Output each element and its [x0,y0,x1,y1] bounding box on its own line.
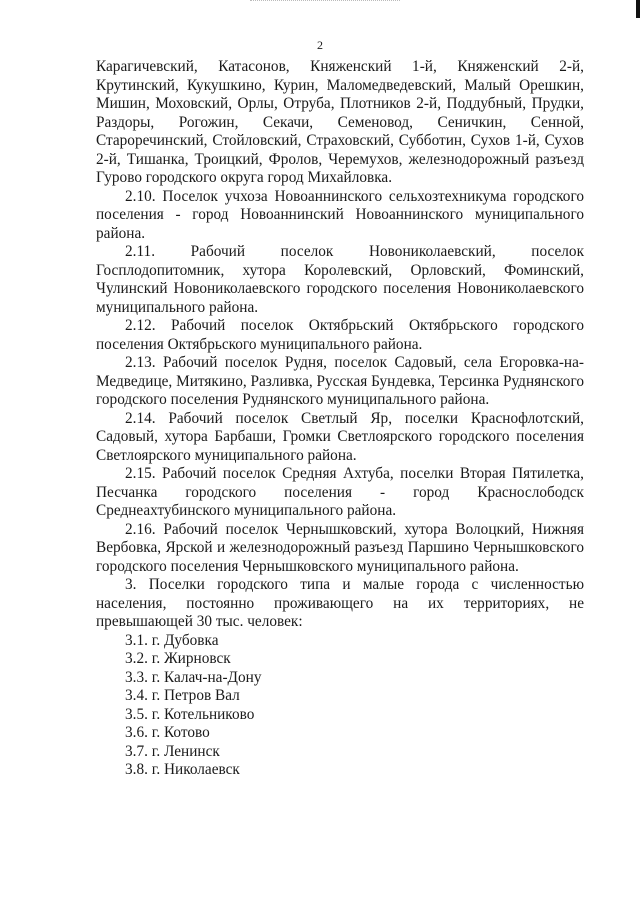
page-number: 2 [317,38,323,52]
list-item: 3.7. г. Ленинск [125,742,220,760]
list-item: 3.4. г. Петров Вал [125,687,240,704]
scan-artifact [250,0,400,4]
paragraph-2-10: 2.10. Поселок учхоза Новоаннинского сельхозтехникума городского поселения - город Новоаннинский Новоаннинского муниципального района. [96,187,584,242]
list-item: 3.2. г. Жирновск [125,650,231,667]
paragraph-2-11: 2.11. Рабочий поселок Новониколаевский, поселок Госплодопитомник, хутора Королевский, Орловский, Фоминский, Чулинский Новониколаевского городского поселения Новониколаевского муниципального района. [96,243,584,316]
scan-edge-mark [636,0,640,18]
list-item: 3.1. г. Дубовка [125,631,219,649]
towns-list [96,632,584,780]
paragraph-2-13: 2.13. Рабочий поселок Рудня, поселок Садовый, села Егоровка-на-Медведице, Митякино, Разливка, Русская Бундевка, Терсинка Руднянского городского поселения Руднянского муниципального района. [96,354,584,408]
paragraph-2-12: 2.12. Рабочий поселок Октябрьский Октябрьского городского поселения Октябрьского муниципального района. [96,317,584,353]
list-item: 3.8. г. Николаевск [125,761,240,778]
paragraph-2-15: 2.15. Рабочий поселок Средняя Ахтуба, поселки Вторая Пятилетка, Песчанка городского поселения - город Краснослободск Среднеахтубинского муниципального района. [96,465,584,519]
list-item: 3.3. г. Калач-на-Дону [125,668,262,686]
paragraph-section-3: 3. Поселки городского типа и малые города с численностью населения, постоянно проживающего на их территориях, не превышающей 30 тыс. человек: [96,576,584,630]
list-item: 3.6. г. Котово [125,724,210,741]
paragraph-2-14: 2.14. Рабочий поселок Светлый Яр, поселки Краснофлотский, Садовый, хутора Барбаши, Громки Светлоярского городского поселения Светлоярского муниципального района. [96,409,584,464]
document-body [96,58,584,780]
list-item: 3.5. г. Котельниково [125,705,255,723]
paragraph-settlement-list: Карагичевский, Катасонов, Княженский 1-й, Княженский 2-й, Крутинский, Кукушкино, Курин, Маломедведевский, Малый Орешкин, Мишин, Моховский, Орлы, Отруба, Плотников 2-й, Поддубный, Прудки, Раздоры, Рогожин, Секачи, Семеновод, Сеничкин, Сенной, Староречинский, Стойловский, Страховский, Субботин, Сухов 1-й, Сухов 2-й, Тишанка, Троицкий, Фролов, Черемухов, железнодорожный разъезд Гурово городского округа город Михайловка. [96,58,584,186]
paragraph-2-16: 2.16. Рабочий поселок Чернышковский, хутора Волоцкий, Нижняя Вербовка, Ярской и железнодорожный разъезд Паршино Чернышковского городского поселения Чернышковского муниципального района. [96,520,584,575]
